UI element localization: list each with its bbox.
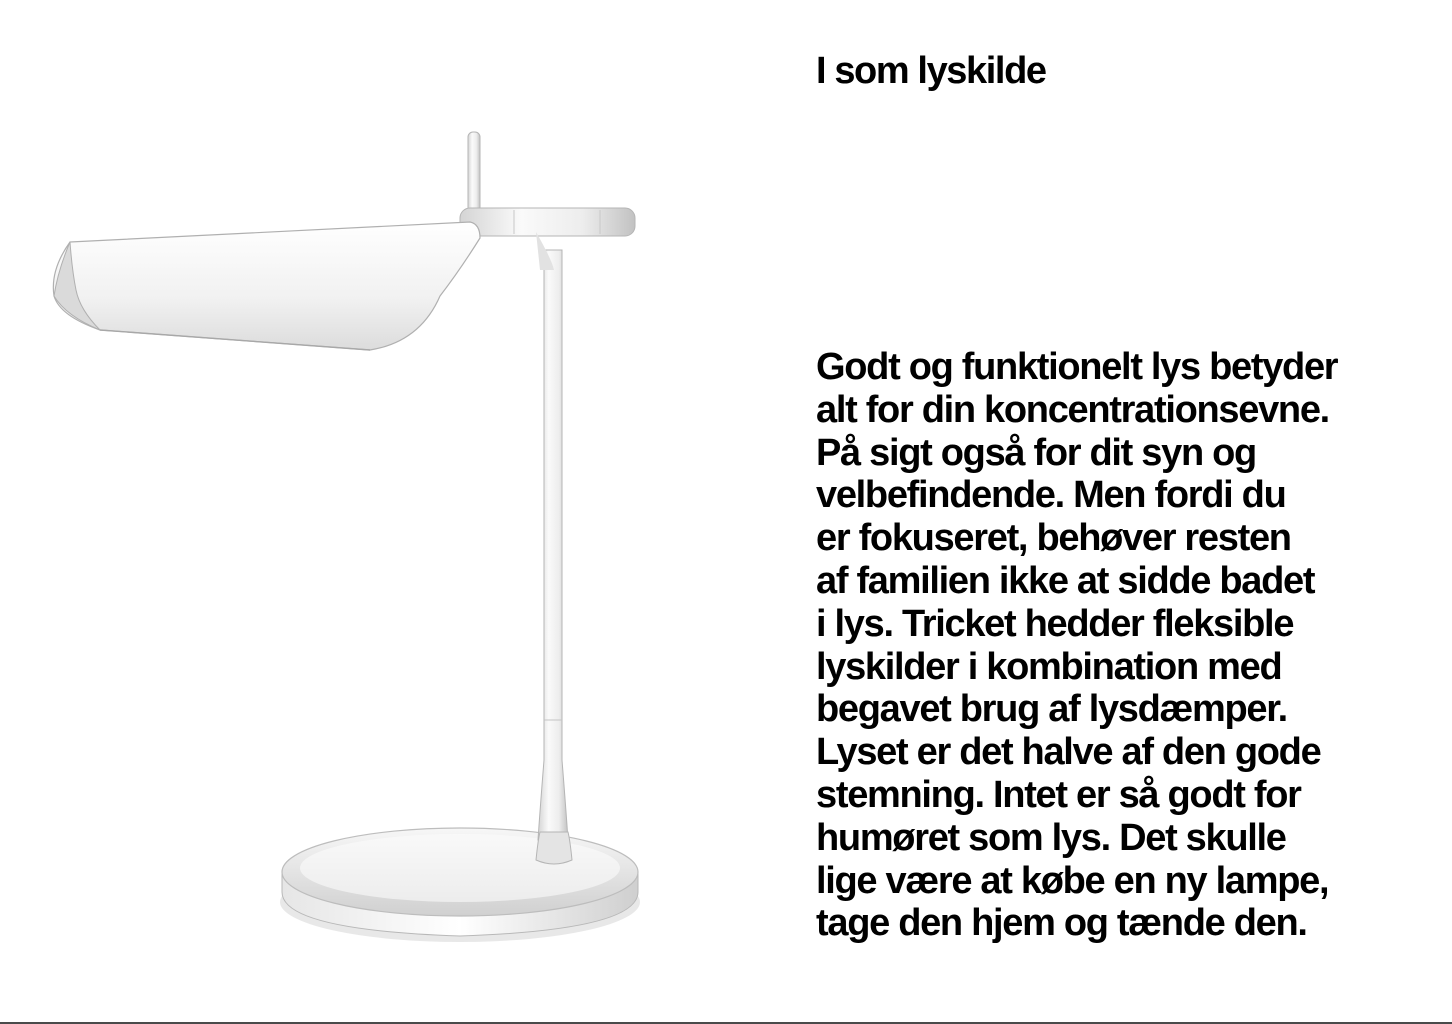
paragraph-line: Lyset er det halve af den gode (816, 731, 1321, 774)
paragraph-line: tage den hjem og tænde den. (816, 902, 1307, 945)
body-paragraph (816, 346, 1416, 945)
paragraph-line: På sigt også for dit syn og (816, 431, 1256, 474)
lamp-shade (53, 222, 480, 350)
paragraph-line: velbefindende. Men fordi du (816, 474, 1286, 517)
page-heading: I som lyskilde (816, 50, 1046, 92)
lamp-arm (460, 132, 635, 270)
paragraph-line: er fokuseret, behøver resten (816, 517, 1291, 560)
paragraph-line: stemning. Intet er så godt for (816, 773, 1301, 816)
lamp-stem (536, 250, 572, 864)
paragraph-line: lyskilder i kombination med (816, 645, 1282, 688)
paragraph-line: i lys. Tricket hedder fleksible (816, 602, 1294, 645)
desk-lamp-photo (40, 120, 660, 960)
paragraph-line: humøret som lys. Det skulle (816, 816, 1286, 859)
lamp-base (280, 828, 640, 942)
paragraph-line: af familien ikke at sidde badet (816, 559, 1315, 602)
paragraph-line: lige være at købe en ny lampe, (816, 859, 1329, 902)
paragraph-line: begavet brug af lysdæmper. (816, 688, 1287, 731)
paragraph-line: alt for din koncentrationsevne. (816, 388, 1329, 431)
paragraph-line: Godt og funktionelt lys betyder (816, 346, 1338, 388)
